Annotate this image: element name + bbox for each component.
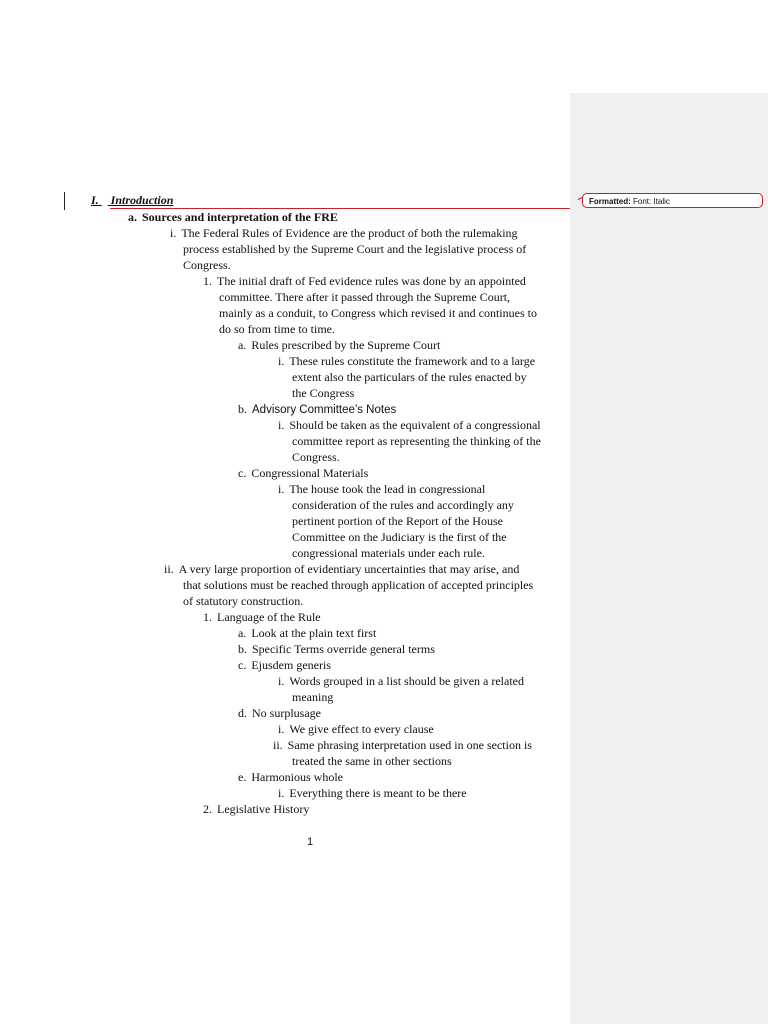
outline-number: b.: [238, 642, 247, 656]
change-bar: [64, 192, 65, 210]
outline-line[interactable]: [278, 353, 535, 369]
outline-number: i.: [278, 418, 285, 432]
outline-line[interactable]: [292, 497, 514, 513]
outline-number: i.: [278, 354, 285, 368]
heading-number: I.: [91, 193, 99, 207]
outline-text: that solutions must be reached through application of accepted principles: [183, 578, 534, 592]
outline-text: Advisory Committee’s Notes: [252, 404, 397, 416]
outline-number: b.: [238, 402, 247, 416]
outline-text: of statutory construction.: [183, 594, 304, 608]
outline-line[interactable]: [238, 705, 321, 721]
outline-text: Rules prescribed by the Supreme Court: [251, 338, 441, 352]
outline-line[interactable]: [278, 481, 485, 497]
outline-number: i.: [278, 722, 285, 736]
outline-number: 1.: [203, 610, 212, 624]
comment-detail: Font: Italic: [633, 197, 670, 206]
outline-text: committee report as representing the thinking of the: [292, 434, 541, 448]
outline-line[interactable]: [278, 417, 541, 433]
outline-line[interactable]: [183, 257, 231, 273]
outline-line[interactable]: [292, 689, 333, 705]
outline-number: i.: [278, 674, 285, 688]
outline-text: A very large proportion of evidentiary uncertainties that may arise, and: [178, 562, 520, 576]
comment-label: Formatted:: [589, 197, 631, 206]
outline-line[interactable]: [238, 769, 343, 785]
page-number: 1: [307, 836, 314, 848]
outline-line[interactable]: [278, 673, 524, 689]
outline-text: No surplusage: [252, 706, 321, 720]
outline-line[interactable]: [183, 577, 533, 593]
outline-line[interactable]: [292, 513, 503, 529]
outline-number: i.: [278, 482, 285, 496]
outline-line[interactable]: [292, 529, 507, 545]
outline-text: Sources and interpretation of the FRE: [142, 210, 338, 224]
outline-text: Same phrasing interpretation used in one section is: [287, 738, 532, 752]
outline-text: congressional materials under each rule.: [292, 546, 485, 560]
outline-line[interactable]: [238, 401, 396, 418]
outline-text: treated the same in other sections: [292, 754, 452, 768]
outline-text: Harmonious whole: [251, 770, 343, 784]
outline-line[interactable]: [238, 337, 440, 353]
outline-line[interactable]: [292, 369, 527, 385]
outline-text: We give effect to every clause: [289, 722, 434, 736]
outline-number: i.: [170, 226, 177, 240]
outline-line[interactable]: [238, 465, 368, 481]
outline-line[interactable]: [238, 641, 435, 657]
outline-line[interactable]: [203, 273, 526, 289]
outline-line[interactable]: [219, 321, 335, 337]
heading-introduction[interactable]: [91, 192, 173, 208]
comment-anchor-line: [110, 208, 580, 209]
outline-text: Committee on the Judiciary is the first of the: [292, 530, 507, 544]
outline-line[interactable]: [183, 241, 526, 257]
outline-line[interactable]: [292, 753, 452, 769]
outline-text: extent also the particulars of the rules enacted by: [292, 370, 527, 384]
outline-number: ii.: [273, 738, 283, 752]
outline-text: Congress.: [183, 258, 231, 272]
outline-line[interactable]: [292, 385, 354, 401]
formatting-comment-balloon[interactable]: [582, 193, 763, 208]
outline-number: c.: [238, 466, 247, 480]
outline-number: i.: [278, 786, 285, 800]
outline-text: Specific Terms override general terms: [252, 642, 435, 656]
outline-text: the Congress: [292, 386, 355, 400]
outline-text: mainly as a conduit, to Congress which revised it and continues to: [219, 306, 537, 320]
outline-text: process established by the Supreme Court and the legislative process of: [183, 242, 527, 256]
outline-text: Look at the plain text first: [251, 626, 377, 640]
outline-text: Ejusdem generis: [251, 658, 331, 672]
outline-line[interactable]: [278, 721, 434, 737]
outline-text: Language of the Rule: [217, 610, 321, 624]
outline-text: Congressional Materials: [251, 466, 369, 480]
heading-text: Introduction: [110, 193, 174, 207]
markup-pane: [570, 93, 768, 1024]
outline-text: Congress.: [292, 450, 340, 464]
outline-line[interactable]: [292, 545, 485, 561]
outline-number: a.: [128, 210, 137, 224]
outline-text: committee. There after it passed through the Supreme Court,: [219, 290, 511, 304]
outline-text: consideration of the rules and accordingly any: [292, 498, 514, 512]
outline-number: e.: [238, 770, 247, 784]
outline-text: Everything there is meant to be there: [289, 786, 467, 800]
outline-line[interactable]: [203, 801, 309, 817]
outline-line[interactable]: [164, 561, 519, 577]
outline-line[interactable]: [238, 657, 331, 673]
outline-text: Words grouped in a list should be given a related: [289, 674, 524, 688]
outline-line[interactable]: [238, 625, 376, 641]
outline-line[interactable]: [219, 289, 510, 305]
outline-text: The Federal Rules of Evidence are the product of both the rulemaking: [181, 226, 518, 240]
outline-text: These rules constitute the framework and to a large: [289, 354, 536, 368]
outline-line[interactable]: [170, 225, 518, 241]
outline-text: Legislative History: [217, 802, 310, 816]
outline-number: ii.: [164, 562, 174, 576]
outline-number: a.: [238, 626, 247, 640]
outline-line[interactable]: [203, 609, 321, 625]
outline-number: c.: [238, 658, 247, 672]
outline-number: 2.: [203, 802, 212, 816]
outline-text: Should be taken as the equivalent of a congressional: [289, 418, 541, 432]
outline-number: a.: [238, 338, 247, 352]
outline-number: d.: [238, 706, 247, 720]
outline-text: meaning: [292, 690, 334, 704]
outline-line[interactable]: [292, 449, 340, 465]
outline-line[interactable]: [292, 433, 541, 449]
outline-line[interactable]: [278, 785, 467, 801]
outline-line[interactable]: [219, 305, 537, 321]
outline-text: The house took the lead in congressional: [289, 482, 486, 496]
outline-line[interactable]: [273, 737, 532, 753]
outline-line[interactable]: [128, 209, 338, 225]
outline-line[interactable]: [183, 593, 303, 609]
outline-text: pertinent portion of the Report of the House: [292, 514, 503, 528]
outline-number: 1.: [203, 274, 212, 288]
outline-text: do so from time to time.: [219, 322, 335, 336]
outline-text: The initial draft of Fed evidence rules was done by an appointed: [217, 274, 526, 288]
